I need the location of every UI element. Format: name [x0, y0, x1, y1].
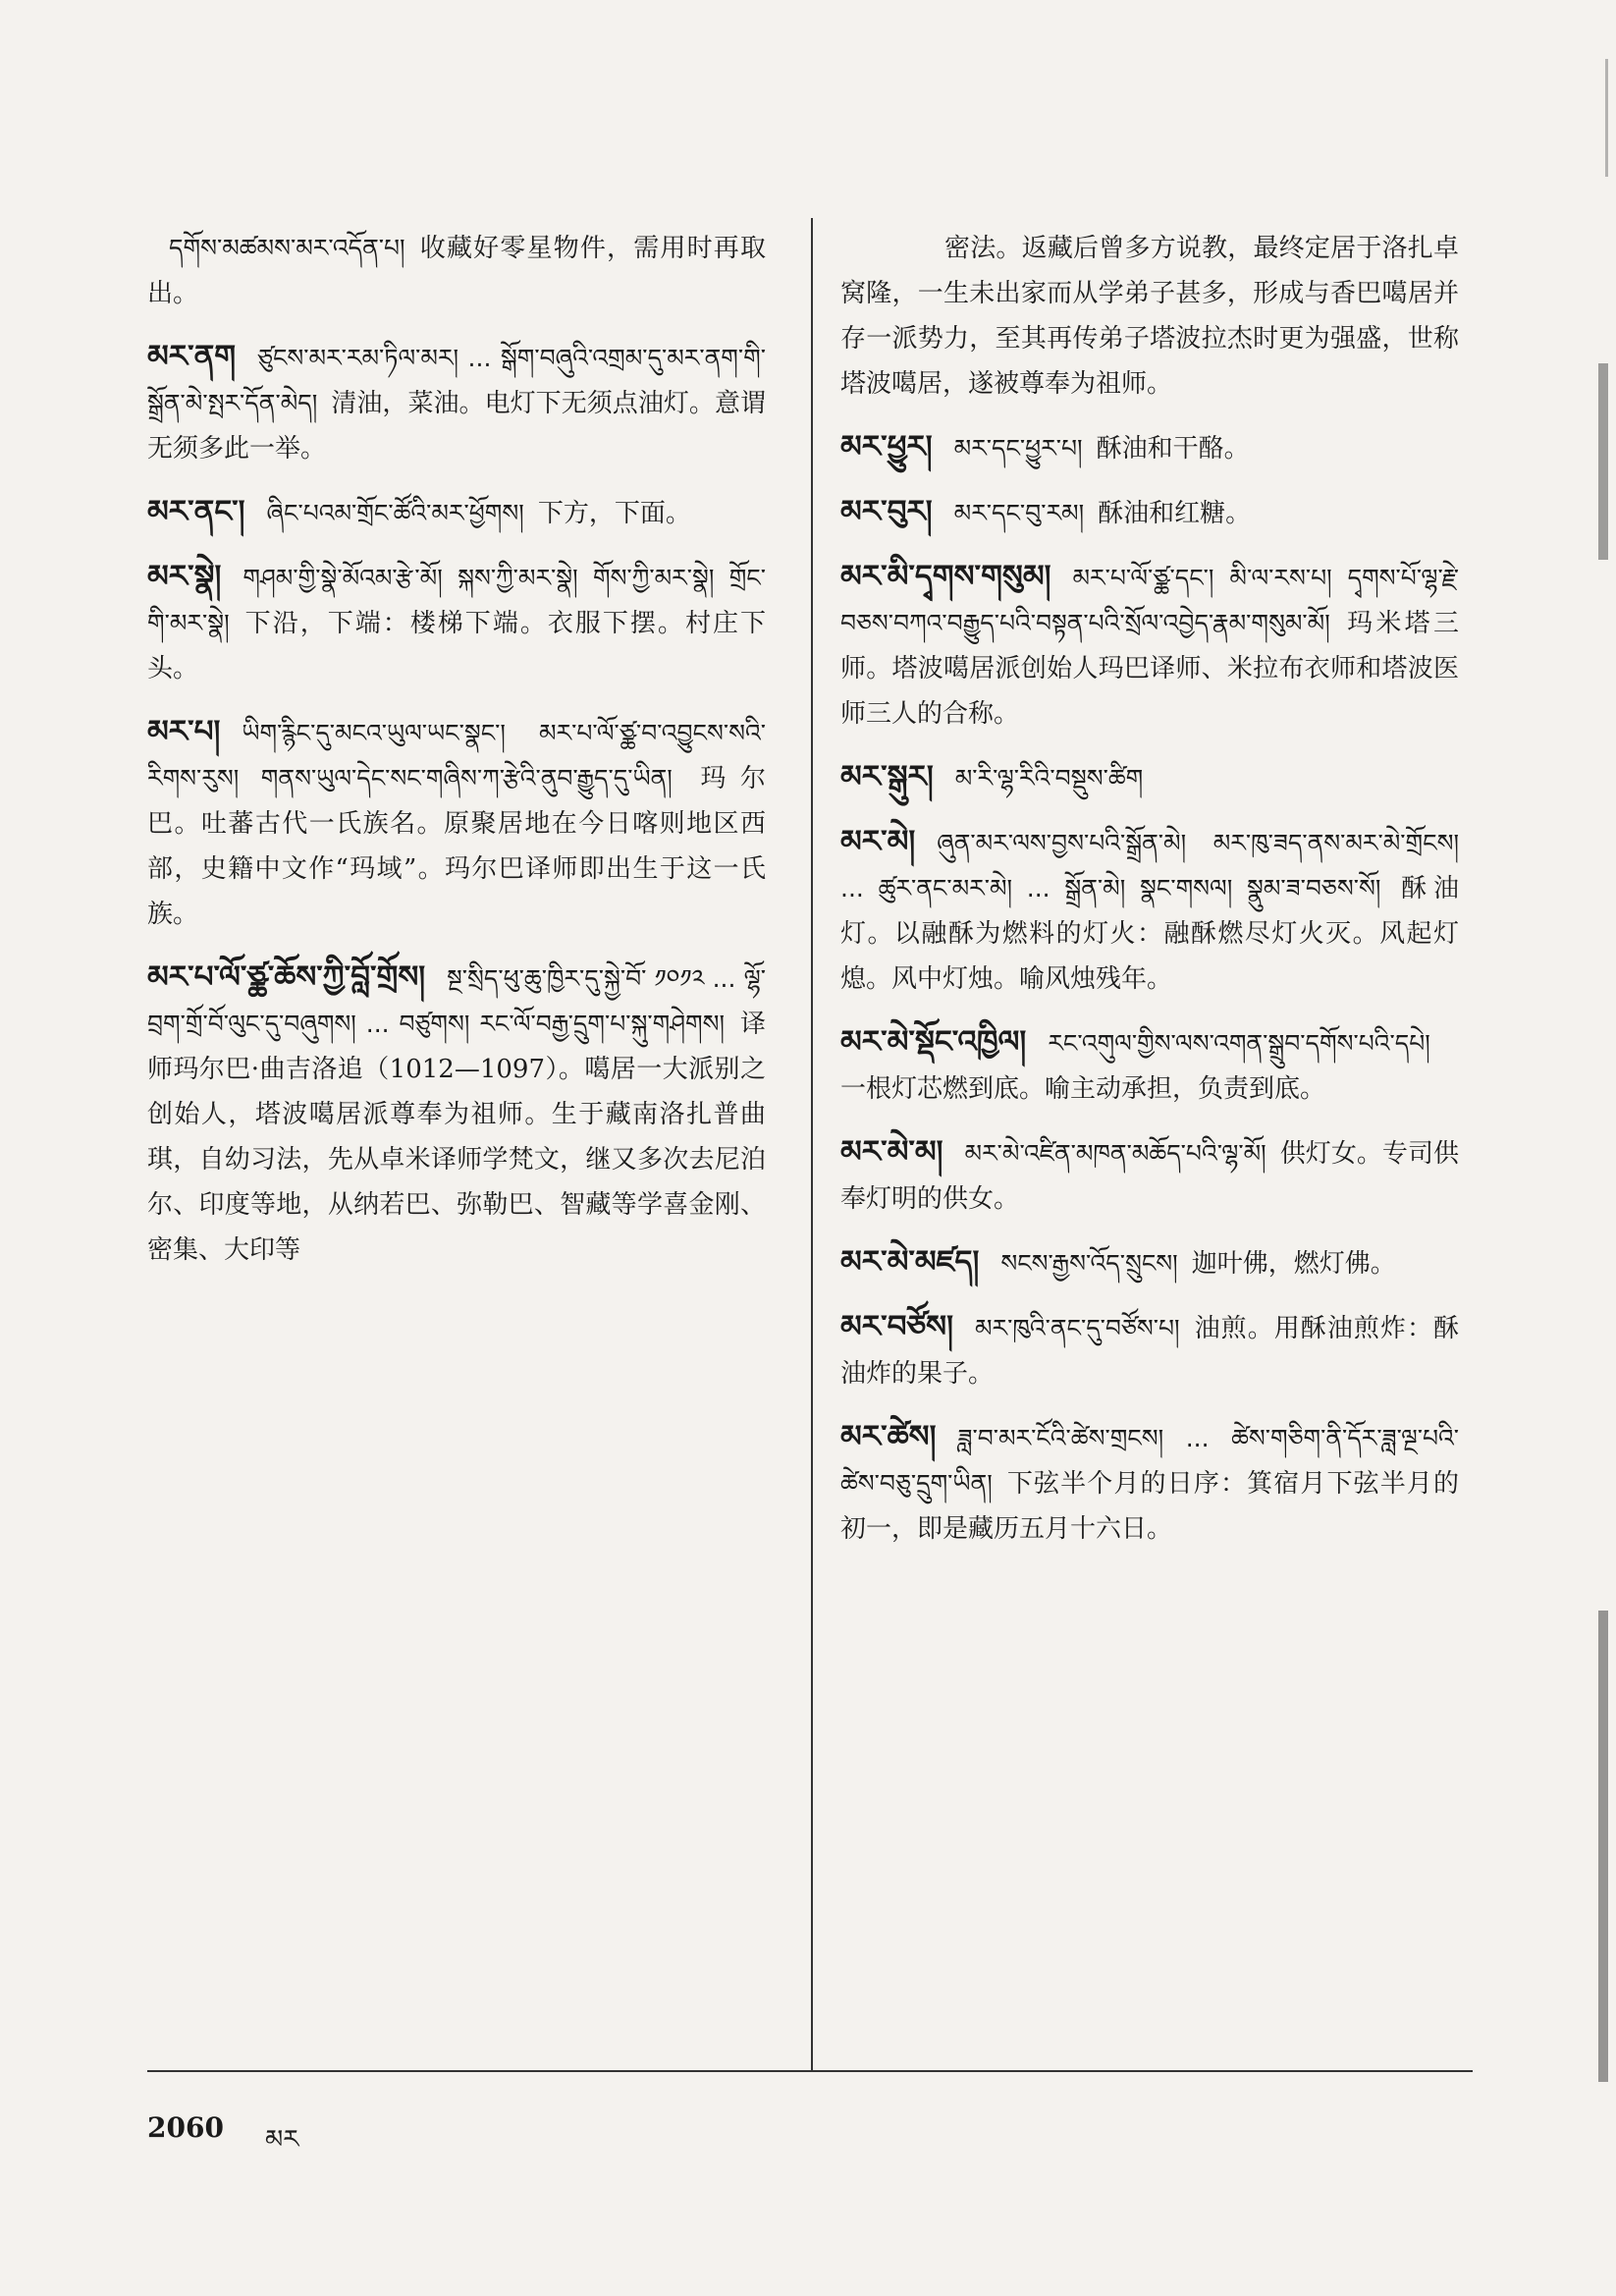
chinese-definition: 清油，菜油。电灯下无须点油灯。意谓无须多此一举。 — [147, 389, 766, 464]
scan-edge-mark — [1605, 59, 1608, 177]
tibetan-definition: ཞིང་པའམ་གྲོང་ཚོའི་མར་ཕྱོགས། — [266, 499, 524, 527]
headword: མར་བཙོས། — [840, 1309, 953, 1344]
page-number: 2060 — [147, 2111, 224, 2144]
headword: མར་ཕྱུར། — [840, 429, 933, 465]
dictionary-entry — [147, 554, 766, 691]
tibetan-definition: གཤམ་གྱི་སྣེ་མོའམ་རྩེ་མོ། སྐས་ཀྱི་མར་སྣེ། གོས་ཀྱི་མར་སྣེ། གྲོང་གི་མར་སྣེ། — [147, 564, 766, 637]
chinese-definition: 一根灯芯燃到底。喻主动承担，负责到底。 — [840, 1074, 1326, 1104]
tibetan-definition: སྔ་སྲིད་ཕུ་ཆུ་ཁྱིར་དུ་སྐྱེ་བོ་ ༡༠༡༢ ... ལྷོ་བྲག་གྲོ་བོ་ལུང་དུ་བཞུགས། ... བཙུགས། རང་ལོ་བརྒྱ་དྲུག་པ་སྐུ་གཤེགས། — [147, 964, 766, 1038]
dictionary-entry — [147, 709, 766, 937]
dictionary-entry — [840, 754, 1459, 801]
tibetan-definition: རང་འགུལ་གྱིས་ལས་འགན་སྒྲུབ་དགོས་པའི་དཔེ། — [1048, 1029, 1430, 1058]
chinese-definition: 密法。返藏后曾多方说教，最终定居于洛扎卓窝隆，一生未出家而从学弟子甚多，形成与香巴噶居并存一派势力，至其再传弟子塔波拉杰时更为强盛，世称塔波噶居，遂被尊奉为祖师。 — [840, 234, 1459, 399]
tibetan-definition: ཞུན་མར་ལས་བྱས་པའི་སྒྲོན་མེ། མར་ཁུ་ཟད་ནས་མར་མེ་གྲོངས། ... ཚུར་ནང་མར་མེ། ... སྒྲོན་མེ། སྣང་གསལ། སྣུམ་ཟ་བཅས་སོ། — [840, 829, 1459, 902]
chinese-definition: 迦叶佛，燃灯佛。 — [1191, 1249, 1396, 1279]
tibetan-definition: མར་པ་ལོ་ཙྪ་དང་། མི་ལ་རས་པ། དྭགས་པོ་ལྷ་རྗེ་བཅས་བཀའ་བརྒྱུད་པའི་བསྟན་པའི་སྲོལ་འབྱེད་རྣམ་གསུམ་མོ། — [840, 564, 1459, 637]
right-column — [840, 224, 1459, 1569]
tibetan-definition: སངས་རྒྱས་འོད་སྲུངས། — [1000, 1249, 1178, 1278]
running-head: མར — [265, 2125, 299, 2155]
tibetan-definition: ཟླ་བ་མར་ངོའི་ཚེས་གྲངས། ... ཚེས་གཅིག་ནི་དོར་ཟླ་ལྔ་པའི་ཚེས་བཅུ་དྲུག་ཡིན། — [840, 1424, 1459, 1498]
tibetan-definition: མར་དང་བུ་རམ། — [953, 499, 1085, 527]
dictionary-entry — [840, 554, 1459, 737]
chinese-definition: 译师玛尔巴·曲吉洛追（1012—1097）。噶居一大派别之创始人，塔波噶居派尊奉为祖师。生于藏南洛扎普曲琪，自幼习法，先从卓米译师学梵文，继又多次去尼泊尔、印度等地，从纳若巴、弥勒巴、智藏等学喜金刚、密集、大印等 — [147, 1010, 766, 1265]
tibetan-definition: མར་ཁུའི་ནང་དུ་བཙོས་པ། — [974, 1314, 1180, 1342]
tibetan-definition: མར་མེ་འཛིན་མཁན་མཆོད་པའི་ལྷ་མོ། — [964, 1139, 1266, 1168]
scan-edge-mark — [1598, 1611, 1608, 2082]
headword: མར་མེ། — [840, 824, 916, 859]
headword: མར་བུར། — [840, 494, 933, 529]
tibetan-definition: ཡིག་རྙིང་དུ་མངའ་ཡུལ་ཡང་སྣང་། མར་པ་ལོ་ཙྪ་བ་འབྱུངས་སའི་རིགས་རུས། གནས་ཡུལ་དེང་སང་གཞིས་ཀ་རྩེའི་ནུབ་རྒྱུད་དུ་ཡིན། — [147, 719, 766, 793]
chinese-definition: 酥油灯。以融酥为燃料的灯火：融酥燃尽灯火灭。风起灯熄。风中灯烛。喻风烛残年。 — [840, 874, 1459, 994]
chinese-definition: 酥油和干酪。 — [1096, 434, 1250, 464]
headword: མར་མེ་མ། — [840, 1134, 943, 1170]
chinese-definition: 油煎。用酥油煎炸：酥油炸的果子。 — [840, 1314, 1459, 1389]
headword: མར་མེ་སྡོང་འཁྱིལ། — [840, 1024, 1027, 1060]
tibetan-definition: ཙུངས་མར་རམ་ཏིལ་མར། ... སྒོག་བཞུའི་འགྲམ་དུ་མར་ནག་གི་སྒྲོན་མེ་སྤར་དོན་མེད། — [147, 344, 766, 417]
chinese-definition: 酥油和红糖。 — [1098, 499, 1252, 528]
dictionary-entry — [147, 955, 766, 1273]
headword: མར་ཚེས། — [840, 1419, 937, 1454]
left-column — [147, 224, 766, 1290]
dictionary-entry — [840, 424, 1459, 471]
dictionary-entry — [840, 224, 1459, 407]
dictionary-entry — [840, 1304, 1459, 1396]
tibetan-definition: མར་དང་ཕྱུར་པ། — [953, 434, 1083, 463]
headword: མར་ནག — [147, 339, 237, 374]
scan-edge-mark — [1598, 363, 1608, 560]
dictionary-entry — [840, 489, 1459, 536]
column-divider — [811, 218, 813, 2072]
headword: མར་མི་དྭགས་གསུམ། — [840, 559, 1051, 594]
headword: མར་སྒུར། — [840, 759, 934, 794]
chinese-definition: 下沿，下端：楼梯下端。衣服下摆。村庄下头。 — [147, 609, 766, 683]
chinese-definition: 玛尔巴。吐蕃古代一氏族名。原聚居地在今日喀则地区西部，史籍中文作“玛域”。玛尔巴译师即出生于这一氏族。 — [147, 764, 766, 929]
chinese-definition: 下弦半个月的日序：箕宿月下弦半月的初一，即是藏历五月十六日。 — [840, 1469, 1459, 1544]
chinese-definition: 收藏好零星物件，需用时再取出。 — [147, 234, 766, 308]
dictionary-entry — [840, 1239, 1459, 1286]
headword: མར་སྣེ། — [147, 559, 222, 594]
dictionary-entry — [840, 1019, 1459, 1112]
tibetan-definition: མ་རི་ལྷ་རིའི་བསྡུས་ཚིག — [954, 764, 1144, 793]
dictionary-entry — [147, 334, 766, 471]
dictionary-entry — [840, 1414, 1459, 1552]
chinese-definition: 下方，下面。 — [537, 499, 691, 528]
headword: མར་པ་ལོ་ཙྪ་ཆོས་ཀྱི་བློ་གྲོས། — [147, 959, 426, 995]
headword: མར་ནང་། — [147, 494, 245, 529]
chinese-definition: 玛米塔三师。塔波噶居派创始人玛巴译师、米拉布衣师和塔波医师三人的合称。 — [840, 609, 1459, 729]
tibetan-definition: དགོས་མཚམས་མར་འདོན་པ། — [169, 234, 405, 262]
footer-rule — [147, 2070, 1473, 2072]
dictionary-entry — [840, 819, 1459, 1002]
chinese-definition: 供灯女。专司供奉灯明的供女。 — [840, 1139, 1459, 1214]
dictionary-entry — [147, 224, 766, 316]
headword: མར་མེ་མཛད། — [840, 1244, 980, 1280]
headword: མར་པ། — [147, 714, 221, 749]
dictionary-entry — [840, 1129, 1459, 1222]
dictionary-entry — [147, 489, 766, 536]
